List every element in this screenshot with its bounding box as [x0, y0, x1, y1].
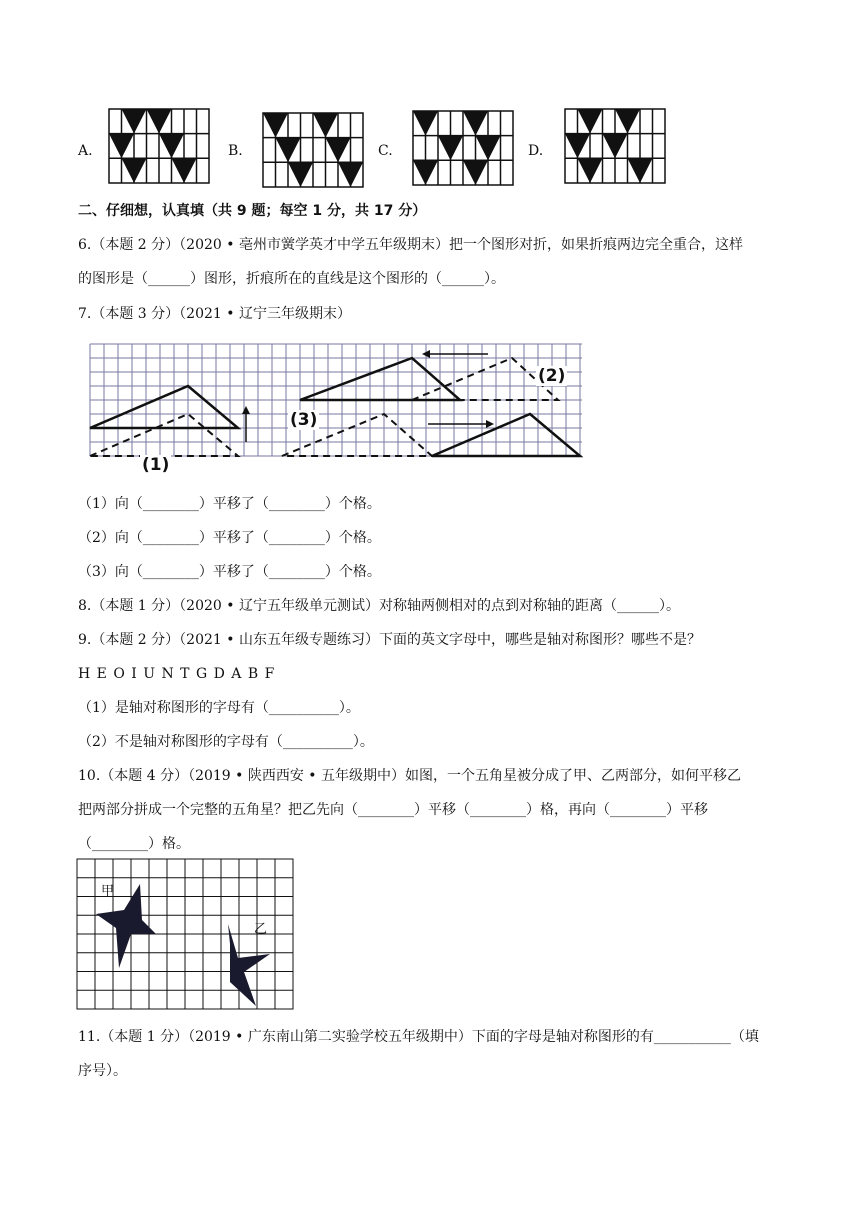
question-7-blank-2: （2）向（________）平移了（________）个格。 — [78, 530, 381, 546]
question-9: 9.（本题 2 分）（2021 • 山东五年级专题练习）下面的英文字母中，哪些是轴对称图形？哪些不是？ — [78, 632, 701, 648]
star-part-yi-label: 乙 — [254, 922, 268, 937]
figure-label-2: (2) — [538, 366, 566, 386]
question-7-blank-3: （3）向（________）平移了（________）个格。 — [78, 564, 381, 580]
option-c-label: C. — [378, 143, 393, 159]
option-d-label: D. — [528, 143, 544, 159]
question-10-line-2: 把两部分拼成一个完整的五角星？把乙先向（________）平移（________）格，再向（________）平移 — [78, 802, 708, 818]
option-d-figure — [564, 108, 666, 184]
question-10-line-3: （________）格。 — [78, 836, 190, 852]
option-a-figure — [108, 108, 210, 184]
question-11-line-2: 序号）。 — [78, 1063, 127, 1079]
question-7-blank-1: （1）向（________）平移了（________）个格。 — [78, 496, 381, 512]
question-10-line-1: 10.（本题 4 分）（2019 • 陕西西安 • 五年级期中）如图，一个五角星被分成了甲、乙两部分，如何平移乙 — [78, 768, 742, 784]
question-6-line-2: 的图形是（______）图形，折痕所在的直线是这个图形的（______）。 — [78, 271, 505, 287]
option-a-label: A. — [78, 143, 93, 159]
star-part-jia-label: 甲 — [101, 884, 115, 899]
section-heading: 二、仔细想，认真填（共 9 题；每空 1 分，共 17 分） — [78, 203, 427, 219]
translation-grid-figure — [88, 342, 584, 464]
question-9-letters: H E O I U N T G D A B F — [78, 666, 276, 682]
option-b-figure — [262, 112, 364, 188]
question-9-sub-2: （2）不是轴对称图形的字母有（__________）。 — [78, 734, 374, 750]
question-9-sub-1: （1）是轴对称图形的字母有（__________）。 — [78, 700, 360, 716]
option-b-label: B. — [228, 143, 243, 159]
figure-label-1: (1) — [142, 455, 170, 475]
question-6-line-1: 6.（本题 2 分）（2020 • 亳州市黉学英才中学五年级期末）把一个图形对折，如果折痕两边完全重合，这样 — [78, 237, 743, 253]
question-8: 8.（本题 1 分）（2020 • 辽宁五年级单元测试）对称轴两侧相对的点到对称轴的距离（______）。 — [78, 598, 680, 614]
option-c-figure — [412, 110, 514, 186]
question-11-line-1: 11.（本题 1 分）（2019 • 广东南山第二实验学校五年级期中）下面的字母是轴对称图形的有___________（填 — [78, 1029, 759, 1045]
figure-label-3: (3) — [290, 410, 318, 430]
question-7-header: 7.（本题 3 分）（2021 • 辽宁三年级期末） — [78, 306, 351, 322]
